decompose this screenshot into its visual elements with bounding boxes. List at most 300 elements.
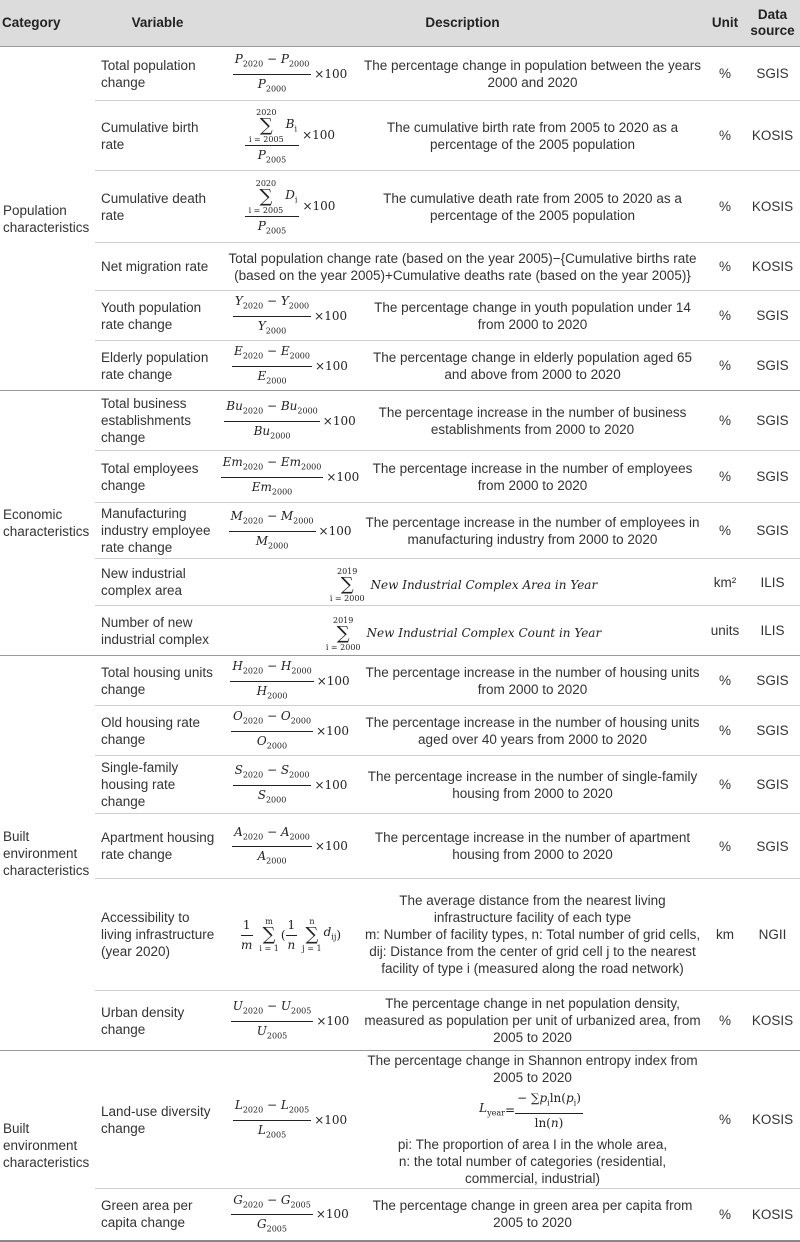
formula: $\frac{O_{2020} - O_{2000}}{O_{2000}}$ ×100 <box>231 708 349 754</box>
description-text: The percentage increase in the number of housing units aged over 40 years from 2000 to 2020 <box>365 714 700 747</box>
math-subscript: 2000 <box>266 856 287 866</box>
description-text: The percentage increase in the number of housing units from 2000 to 2020 <box>365 664 700 697</box>
source-cell: SGIS <box>745 291 800 341</box>
description-text: The cumulative birth rate from 2005 to 2020 as a percentage of the 2005 population <box>386 119 679 152</box>
description-text: The percentage increase in the number of employees from 2000 to 2020 <box>372 460 693 493</box>
source-cell: SGIS <box>745 451 800 503</box>
formula-cell <box>220 756 360 814</box>
math-var: $Bu_{2020}$ <box>226 399 264 416</box>
math-subscript: 2000 <box>265 794 287 804</box>
table-row <box>0 814 800 879</box>
fraction <box>231 1192 313 1238</box>
table-row <box>0 101 800 171</box>
unit-cell: % <box>705 341 745 391</box>
summation-symbol <box>249 108 284 144</box>
table-row <box>0 991 800 1051</box>
description-cell <box>360 391 705 451</box>
unit-cell: % <box>705 47 745 101</box>
math-subscript: 2005 <box>290 1006 312 1016</box>
table-row <box>0 706 800 756</box>
math-var: $O_{2020}$ <box>232 709 264 726</box>
formula: $\frac{Y_{2020} - Y_{2000}}{Y_{2000}}$ ×100 <box>233 293 347 339</box>
description-cell <box>360 503 705 559</box>
source-cell: SGIS <box>745 814 800 879</box>
source-cell: KOSIS <box>745 1189 800 1241</box>
source-cell: KOSIS <box>745 1051 800 1189</box>
unit-cell: % <box>705 101 745 171</box>
math-subscript: i <box>573 1098 577 1108</box>
formula-cell <box>220 291 360 341</box>
unit-cell: % <box>705 991 745 1051</box>
math-var: $L_{2005}$ <box>257 1122 287 1139</box>
source-cell: ILIS <box>745 606 800 656</box>
fraction <box>239 917 254 954</box>
math-subscript: 2005 <box>266 1224 287 1234</box>
variable-cell: Total business establishments change <box>95 391 220 451</box>
formula-cell <box>220 606 705 656</box>
math-var: $H_{2000}$ <box>256 683 288 700</box>
math-subscript: ij <box>331 932 337 942</box>
math-subscript: 2000 <box>267 690 288 700</box>
description-text: The percentage change in Shannon entropy index from 2005 to 2020 <box>367 1053 698 1086</box>
sum-upper-limit: n <box>309 917 315 926</box>
math-subscript: i <box>294 123 298 133</box>
math-var: $B_i$ <box>285 116 298 133</box>
fraction <box>231 998 314 1044</box>
variable-cell: Net migration rate <box>95 243 220 291</box>
table-row <box>0 341 800 391</box>
math-subscript: 2000 <box>288 59 310 69</box>
description-cell <box>360 101 705 171</box>
denominator <box>252 422 293 444</box>
numerator: $Bu_{2020} - Bu_{2000}$ <box>224 398 320 421</box>
math-var: $L_{year}$ <box>479 1101 505 1118</box>
math-var: $A_{2000}$ <box>280 824 310 841</box>
math-subscript: 2020 <box>242 351 264 361</box>
formula: $\frac{U_{2020} - U_{2005}}{U_{2005}}$ ×100 <box>231 998 350 1044</box>
formula-cell <box>220 991 360 1051</box>
denominator <box>255 732 289 754</box>
unit-cell: km <box>705 879 745 991</box>
unit-cell: % <box>705 451 745 503</box>
formula-cell <box>220 101 360 171</box>
math-var: $P_{2000}$ <box>280 52 310 69</box>
formula-cell <box>220 391 360 451</box>
source-cell: SGIS <box>745 503 800 559</box>
math-subscript: 2020 <box>242 516 264 526</box>
description-cell <box>360 1189 705 1241</box>
math-var: $L_{2005}$ <box>280 1098 310 1115</box>
denominator <box>256 75 288 97</box>
table-row <box>0 171 800 243</box>
header-category: Category <box>0 0 95 47</box>
header-variable: Variable <box>95 0 220 47</box>
math-subscript: 2000 <box>289 351 310 361</box>
math-var: $M_{2020}$ <box>230 509 264 526</box>
fraction <box>232 824 312 870</box>
formula: $\frac{A_{2020} - A_{2000}}{A_{2000}}$ ×100 <box>232 824 348 870</box>
math-var: $Em_{2000}$ <box>280 455 322 472</box>
category-cell: Built environment characteristics <box>0 656 95 1051</box>
summation-symbol <box>302 917 321 953</box>
math-var: $H_{2000}$ <box>280 659 312 676</box>
table-row <box>0 606 800 656</box>
denominator <box>256 146 288 168</box>
denominator <box>256 317 288 339</box>
sigma-icon: ∑ <box>262 924 276 945</box>
source-cell: SGIS <box>745 341 800 391</box>
header-description: Description <box>220 0 705 47</box>
numerator: $Em_{2020} - Em_{2000}$ <box>221 454 324 477</box>
formula-cell <box>220 451 360 503</box>
sum-body: New Industrial Complex Count in Year <box>366 626 602 640</box>
table-row <box>0 756 800 814</box>
numerator: $U_{2020} - U_{2005}$ <box>231 998 314 1021</box>
math-subscript: 2000 <box>293 516 314 526</box>
description-cell <box>360 341 705 391</box>
fraction <box>233 51 312 97</box>
fraction <box>230 658 313 704</box>
description-cell <box>360 656 705 706</box>
formula: $\frac{P_{2020} - P_{2000}}{P_{2000}}$ ×100 <box>233 51 348 97</box>
math-subscript: 2000 <box>289 770 310 780</box>
math-subscript: 2020 <box>242 832 264 841</box>
denominator <box>255 1022 289 1044</box>
description-note: n: the total number of categories (residential, commercial, industrial) <box>398 1153 667 1186</box>
math-subscript: i <box>547 1098 550 1108</box>
header-unit: Unit <box>705 0 745 47</box>
sigma-icon: ∑ <box>259 115 273 137</box>
header-row <box>0 0 800 47</box>
formula: $\frac{H_{2020} - H_{2000}}{H_{2000}}$ ×100 <box>230 658 349 704</box>
variable-cell: Youth population rate change <box>95 291 220 341</box>
numerator: $G_{2020} - G_{2005}$ <box>231 1192 313 1215</box>
description-text: The percentage increase in the number of employees in manufacturing industry from 2000 to 2020 <box>365 514 700 547</box>
formula-cell <box>220 656 360 706</box>
math-var: $G_{2005}$ <box>257 1217 287 1234</box>
numerator: 1 <box>286 917 298 936</box>
formula <box>328 567 597 603</box>
math-var: $P_{2005}$ <box>257 148 287 165</box>
table-row <box>0 451 800 503</box>
description-text: The percentage change in elderly population aged 65 and above from 2000 to 2020 <box>373 349 692 382</box>
unit-cell: % <box>705 656 745 706</box>
math-var: $P_{2000}$ <box>257 76 287 93</box>
math-var: $E_{2000}$ <box>257 368 287 385</box>
math-subscript: 2020 <box>242 1200 264 1210</box>
math-subscript: 2005 <box>266 1030 288 1040</box>
math-var: m <box>240 937 253 952</box>
variable-cell: Single-family housing rate change <box>95 756 220 814</box>
description-cell <box>360 1051 705 1189</box>
math-var: $Em_{2020}$ <box>222 455 264 472</box>
math-var: $U_{2005}$ <box>280 999 312 1016</box>
math-subscript: 2000 <box>290 716 312 726</box>
math-subscript: 2020 <box>242 406 264 416</box>
numerator <box>245 174 300 217</box>
sum-lower-limit: i = 2005 <box>248 135 284 145</box>
formula-cell <box>220 171 360 243</box>
math-subscript: 2000 <box>270 430 291 440</box>
category-cell: Built environment characteristics <box>0 1051 95 1241</box>
fraction <box>245 174 300 239</box>
math-subscript: 2005 <box>290 1200 311 1210</box>
numerator: $S_{2020} - S_{2000}$ <box>233 762 312 785</box>
formula: $\frac{S_{2020} - S_{2000}}{S_{2000}}$ ×100 <box>233 762 348 808</box>
table-row <box>0 391 800 451</box>
variable-cell: Old housing rate change <box>95 706 220 756</box>
math-var: $G_{2005}$ <box>280 1192 311 1210</box>
description-cell: Total population change rate (based on the year 2005)−{Cumulative births rate (based on the year 2005)+Cumulative deaths rate (based on the year 2005)} <box>220 243 705 291</box>
math-var: $S_{2000}$ <box>257 787 287 804</box>
math-var: $D_i$ <box>285 187 298 204</box>
math-subscript: 2000 <box>297 406 318 416</box>
table-row <box>0 879 800 991</box>
variable-cell: New industrial complex area <box>95 559 220 606</box>
math-var: $H_{2020}$ <box>232 659 264 676</box>
sum-upper-limit: m <box>265 917 273 926</box>
summation-symbol <box>330 567 365 603</box>
numerator: $H_{2020} - H_{2000}$ <box>230 658 313 681</box>
table-row <box>0 291 800 341</box>
table-row <box>0 559 800 606</box>
variable-cell: Cumulative birth rate <box>95 101 220 171</box>
description-text: The percentage change in green area per capita from 2005 to 2020 <box>372 1198 693 1231</box>
sum-lower-limit: i = 2000 <box>329 594 365 603</box>
math-var: $Bu_{2000}$ <box>280 399 318 416</box>
entropy-numerator: − $\sum p_i\ln(p_i)$ <box>517 1091 581 1108</box>
formula: $\frac{G_{2020} - G_{2005}}{G_{2005}}$ ×100 <box>231 1192 349 1238</box>
math-var: $L_{2020}$ <box>234 1098 264 1115</box>
math-var: $U_{2020}$ <box>232 999 264 1016</box>
source-cell: NGII <box>745 879 800 991</box>
unit-cell: km² <box>705 559 745 606</box>
math-subscript: 2020 <box>242 666 264 676</box>
fraction <box>221 454 324 500</box>
formula: $\frac{E_{2020} - E_{2000}}{E_{2000}}$ ×100 <box>232 343 348 389</box>
source-cell: KOSIS <box>745 243 800 291</box>
entropy-formula: $L_{year}$ = $\frac{- \sum p_i\ln(p_i)}{\ln(n)}$ <box>479 1091 581 1130</box>
fraction <box>245 103 299 168</box>
math-var: $G_{2020}$ <box>233 1192 264 1210</box>
math-subscript: year <box>487 1108 505 1118</box>
numerator: $Y_{2020} - Y_{2000}$ <box>233 293 311 316</box>
math-subscript: 2020 <box>242 59 264 69</box>
unit-cell: % <box>705 503 745 559</box>
numerator: $E_{2020} - E_{2000}$ <box>232 343 312 366</box>
table-row <box>0 656 800 706</box>
math-subscript: 2020 <box>242 716 264 726</box>
unit-cell: % <box>705 1051 745 1189</box>
unit-cell: % <box>705 171 745 243</box>
description-cell <box>360 879 705 991</box>
unit-cell: % <box>705 706 745 756</box>
denominator <box>256 1121 288 1143</box>
unit-cell: units <box>705 606 745 656</box>
denominator: ln(n) <box>534 1115 564 1130</box>
math-var: $E_{2000}$ <box>280 344 310 361</box>
source-cell: KOSIS <box>745 171 800 243</box>
formula-cell <box>220 1051 360 1189</box>
denominator <box>255 367 288 389</box>
fraction <box>286 917 298 954</box>
denominator <box>254 532 291 554</box>
math-var: $M_{2000}$ <box>280 509 314 526</box>
denominator <box>250 478 295 500</box>
fraction <box>231 708 313 754</box>
sum-term <box>247 179 298 215</box>
numerator: 1 <box>241 917 253 936</box>
category-cell: Economic characteristics <box>0 391 95 656</box>
description-cell <box>360 991 705 1051</box>
description-cell <box>360 756 705 814</box>
variable-cell: Land-use diversity change <box>95 1051 220 1189</box>
math-subscript: 2000 <box>301 462 322 472</box>
summation-symbol <box>326 616 361 652</box>
math-subscript: 2005 <box>288 1105 310 1115</box>
math-subscript: i <box>294 194 298 204</box>
formula-cell <box>220 503 360 559</box>
variable-cell: Urban density change <box>95 991 220 1051</box>
formula <box>324 616 601 652</box>
formula-cell <box>220 706 360 756</box>
denominator <box>256 786 289 808</box>
summation-symbol <box>249 179 284 215</box>
math-subscript: 2005 <box>265 1129 287 1139</box>
table-row <box>0 503 800 559</box>
formula: 2020 ∑ i = 2005 $B_i$ $P_{2005}$ ×100 <box>245 103 335 168</box>
formula: 2020 ∑ i = 2005 $D_i$ $P_{2005}$ ×100 <box>245 174 336 239</box>
numerator: $O_{2020} - O_{2000}$ <box>231 708 313 731</box>
sum-upper-limit: 2020 <box>256 108 277 118</box>
formula: $\frac{L_{2020} - L_{2005}}{L_{2005}}$ ×100 <box>233 1097 347 1143</box>
math-var: $P_{2005}$ <box>257 219 287 236</box>
description-cell <box>360 47 705 101</box>
math-var: $E_{2020}$ <box>234 344 264 361</box>
description-cell <box>360 814 705 879</box>
formula-cell <box>220 814 360 879</box>
formula-cell <box>220 879 360 991</box>
source-cell: KOSIS <box>745 101 800 171</box>
math-subscript: 2000 <box>267 540 289 550</box>
math-subscript: 2020 <box>242 770 264 780</box>
math-var: $p_i$ <box>565 1091 577 1108</box>
description-cell <box>360 291 705 341</box>
sum-lower-limit: j = 1 <box>302 944 322 953</box>
description-text: The percentage change in youth population under 14 from 2000 to 2020 <box>374 299 691 332</box>
unit-cell: % <box>705 1189 745 1241</box>
formula-cell <box>220 1189 360 1241</box>
math-var: $d_{ij}$ <box>323 925 337 942</box>
fraction <box>233 762 312 808</box>
sum-body: New Industrial Complex Area in Year <box>370 577 598 592</box>
math-subscript: 2005 <box>265 155 287 165</box>
variable-cell: Total employees change <box>95 451 220 503</box>
denominator <box>255 682 290 704</box>
denominator <box>256 847 289 869</box>
description-note: pi: The proportion of area I in the whole area, <box>397 1136 668 1152</box>
math-var: $A_{2000}$ <box>257 849 287 866</box>
formula: $\frac{M_{2020} - M_{2000}}{M_{2000}}$ ×100 <box>229 508 352 554</box>
sigma-icon: ∑ <box>259 186 273 208</box>
unit-cell: % <box>705 814 745 879</box>
fraction <box>233 1097 311 1143</box>
fraction <box>224 398 320 444</box>
sum-lower-limit: i = 1 <box>259 944 279 953</box>
description-cell <box>360 451 705 503</box>
source-cell: SGIS <box>745 47 800 101</box>
source-cell: SGIS <box>745 706 800 756</box>
description-text: The average distance from the nearest living infrastructure facility of each type <box>399 893 666 925</box>
description-cell <box>360 706 705 756</box>
math-var: n <box>287 937 296 952</box>
summation-symbol <box>259 917 278 953</box>
denominator <box>255 1215 289 1237</box>
sigma-icon: ∑ <box>305 924 319 945</box>
math-subscript: 2000 <box>265 83 287 93</box>
variable-cell: Total housing units change <box>95 656 220 706</box>
source-cell: KOSIS <box>745 991 800 1051</box>
math-var: $S_{2000}$ <box>280 763 310 780</box>
math-subscript: 2005 <box>265 226 287 236</box>
category-cell: Population characteristics <box>0 47 95 391</box>
math-subscript: 2000 <box>271 486 293 496</box>
table-row <box>0 47 800 101</box>
variable-cell: Accessibility to living infrastructure (year 2020) <box>95 879 220 991</box>
math-subscript: 2000 <box>265 325 287 335</box>
fraction <box>232 343 312 389</box>
unit-cell: % <box>705 756 745 814</box>
math-var: $A_{2020}$ <box>234 824 264 841</box>
variable-cell: Cumulative death rate <box>95 171 220 243</box>
variable-cell: Green area per capita change <box>95 1189 220 1241</box>
numerator: $L_{2020} - L_{2005}$ <box>233 1097 311 1120</box>
math-subscript: 2020 <box>242 1006 264 1016</box>
source-cell: SGIS <box>745 756 800 814</box>
denominator <box>286 936 298 954</box>
math-var: $Y_{2020}$ <box>234 294 264 311</box>
numerator: $M_{2020} - M_{2000}$ <box>229 508 316 531</box>
math-var: $p_i$ <box>539 1091 550 1108</box>
unit-cell: % <box>705 243 745 291</box>
fraction <box>229 508 316 554</box>
math-subscript: 2020 <box>242 462 264 472</box>
source-cell: ILIS <box>745 559 800 606</box>
numerator: $A_{2020} - A_{2000}$ <box>232 824 312 847</box>
sum-term <box>247 108 297 144</box>
math-var: $P_{2020}$ <box>234 52 264 69</box>
variable-cell: Apartment housing rate change <box>95 814 220 879</box>
description-note: dij: Distance from the center of grid cell j to the nearest facility of type i (measured along the road network) <box>369 944 696 976</box>
denominator <box>256 217 288 239</box>
table-row <box>0 1189 800 1241</box>
description-note: m: Number of facility types, n: Total number of grid cells, <box>364 927 701 942</box>
formula-cell <box>220 559 705 606</box>
description-text: The percentage increase in the number of single-family housing from 2000 to 2020 <box>367 768 698 801</box>
sum-lower-limit: i = 2000 <box>325 642 361 652</box>
variable-cell: Total population change <box>95 47 220 101</box>
numerator: $P_{2020} - P_{2000}$ <box>233 51 312 74</box>
math-subscript: 2000 <box>266 375 287 385</box>
sum-lower-limit: i = 2005 <box>248 206 284 216</box>
table-row <box>0 1051 800 1189</box>
description-cell <box>360 171 705 243</box>
description-text: The cumulative death rate from 2005 to 2020 as a percentage of the 2005 population <box>383 190 682 223</box>
source-cell: SGIS <box>745 391 800 451</box>
math-var: $M_{2000}$ <box>255 533 289 550</box>
math-var: $Bu_{2000}$ <box>253 423 291 440</box>
formula-cell <box>220 341 360 391</box>
